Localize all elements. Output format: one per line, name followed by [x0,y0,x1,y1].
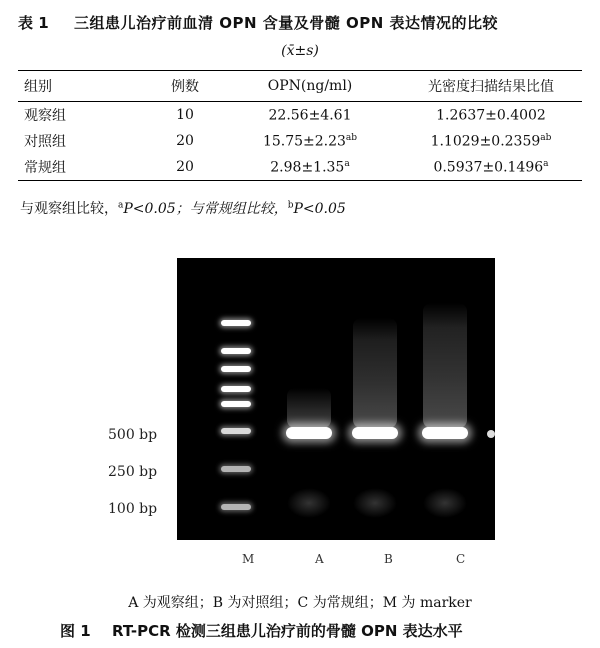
lane-label-c: C [456,552,466,566]
cell-count: 20 [176,133,194,149]
lane-label-a: A [315,552,324,566]
ladder-band [221,504,251,510]
ladder-band [221,401,251,407]
lane-a-band [286,427,332,439]
cell-group: 对照组 [24,134,66,150]
lane-c-lower-smear [423,488,467,518]
bp-label-250: 250 bp [108,464,158,480]
cell-opn: 2.98±1.35$^a$ [220,154,400,181]
header-od-ratio: 光密度扫描结果比值 [400,71,582,102]
cell-od-ratio: 1.2637±0.4002 [436,107,546,124]
header-group: 组别 [18,71,150,102]
bp-label-100: 100 bp [108,501,158,517]
ladder-band [221,320,251,326]
header-count: 例数 [150,71,220,102]
table-footnote: 与观察组比较，$^a$P<0.05；与常规组比较，$^b$P<0.05 [20,200,346,217]
lane-b-lower-smear [353,488,397,518]
cell-od-ratio: 1.1029±0.2359$^{ab}$ [430,132,552,150]
figure-caption-text: RT-PCR 检测三组患儿治疗前的骨髓 OPN 表达水平 [112,622,463,640]
ladder-band [221,366,251,372]
cell-opn: 22.56±4.61 [268,107,352,124]
table-row [18,128,582,154]
lane-c-smear [423,303,467,428]
figure-number: 图 1 [60,622,91,640]
lane-c-band [422,427,468,439]
edge-band [487,430,495,438]
lane-label-b: B [384,552,393,566]
ladder-band [221,466,251,472]
lane-label-m: M [242,552,255,566]
cell-count: 10 [176,107,194,123]
figure-legend: A 为观察组；B 为对照组；C 为常规组；M 为 marker [128,595,472,611]
cell-group: 常规组 [18,154,150,181]
header-opn: OPN(ng/ml) [220,71,400,102]
table-title-text: 三组患儿治疗前血清 OPN 含量及骨髓 OPN 表达情况的比较 [74,14,498,32]
lane-b-band [352,427,398,439]
cell-od-ratio: 0.5937±0.1496$^a$ [400,154,582,181]
cell-opn: 15.75±2.23$^{ab}$ [262,132,358,150]
cell-group: 观察组 [24,108,66,124]
lane-b-smear [353,318,397,428]
cell-count: 20 [150,154,220,181]
table-header-row [18,71,582,102]
bp-label-500: 500 bp [108,427,158,443]
data-table [18,70,582,181]
ladder-band [221,348,251,354]
ladder-band [221,386,251,392]
stat-formula: (x̄±s) [281,43,319,59]
table-row [18,102,582,129]
gel-electrophoresis-image [177,258,495,540]
lane-a-smear [287,388,331,428]
table-number: 表 1 [18,14,49,32]
table-title [0,10,600,34]
lane-a-lower-smear [287,488,331,518]
table-row [18,154,582,181]
ladder-band [221,428,251,434]
